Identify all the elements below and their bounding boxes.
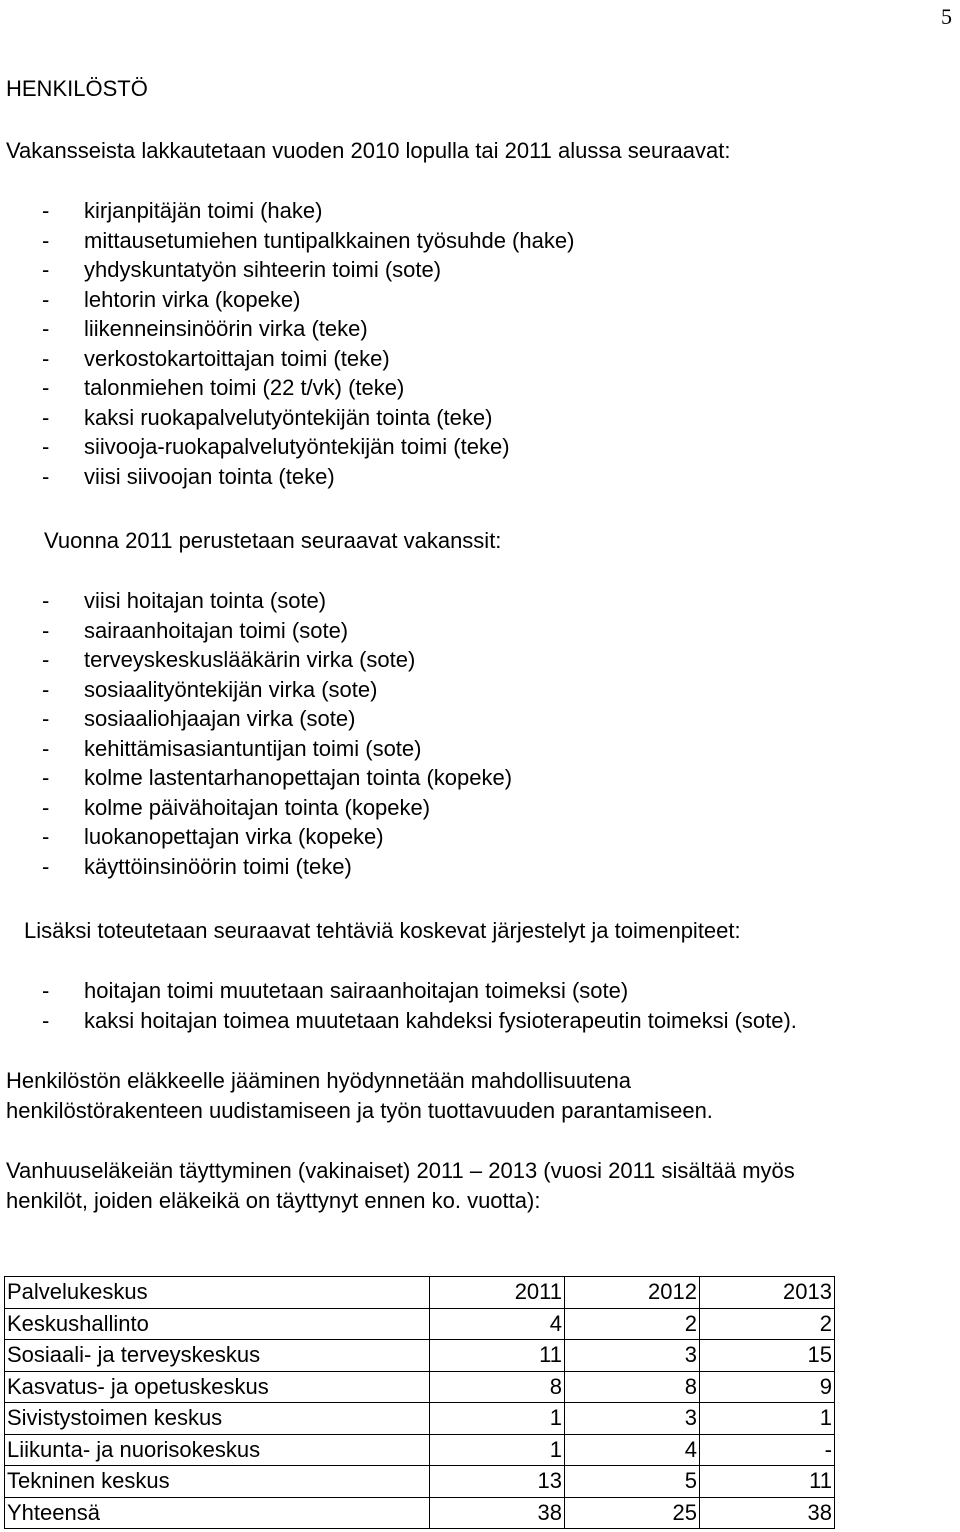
- list-dash: -: [42, 286, 50, 312]
- table-cell: 2: [565, 1308, 700, 1340]
- table-cell: -: [700, 1434, 835, 1466]
- table-header-cell: 2013: [700, 1277, 835, 1309]
- table-cell: 1: [430, 1403, 565, 1435]
- table-cell: 4: [430, 1308, 565, 1340]
- list-dash: -: [42, 978, 50, 1003]
- retirement-paragraph-line-1: Henkilöstön eläkkeelle jääminen hyödynnetään mahdollisuutena: [6, 1068, 631, 1093]
- table-row: [5, 1403, 835, 1435]
- list-dash: -: [42, 434, 50, 459]
- list-dash: -: [42, 227, 50, 253]
- intro-terminated: Vakansseista lakkautetaan vuoden 2010 lopulla tai 2011 alussa seuraavat:: [6, 138, 731, 163]
- table-cell: 13: [430, 1466, 565, 1498]
- list-dash: -: [42, 617, 50, 643]
- table-cell: 9: [700, 1371, 835, 1403]
- table-cell: Sivistystoimen keskus: [5, 1403, 430, 1435]
- table-header-cell: Palvelukeskus: [5, 1277, 430, 1309]
- list-dash: -: [42, 198, 50, 223]
- table-cell: 25: [565, 1497, 700, 1529]
- section-heading: HENKILÖSTÖ: [6, 76, 148, 101]
- list-dash: -: [42, 735, 50, 761]
- table-cell: 4: [565, 1434, 700, 1466]
- retirement-table: [4, 1276, 835, 1529]
- table-header-cell: 2012: [565, 1277, 700, 1309]
- list-dash: -: [42, 647, 50, 672]
- list-dash: -: [42, 765, 50, 790]
- table-cell: 3: [565, 1340, 700, 1372]
- table-row: [5, 1434, 835, 1466]
- page-number: 5: [941, 4, 952, 29]
- pension-paragraph-line-2: henkilöt, joiden eläkeikä on täyttynyt ennen ko. vuotta):: [6, 1188, 541, 1213]
- list-dash: -: [42, 588, 50, 613]
- list-dash: -: [42, 794, 50, 820]
- table-header-cell: 2011: [430, 1277, 565, 1309]
- table-cell: Sosiaali- ja terveyskeskus: [5, 1340, 430, 1372]
- table-row: [5, 1340, 835, 1372]
- pension-paragraph-line-1: Vanhuuseläkeiän täyttyminen (vakinaiset) 2011 – 2013 (vuosi 2011 sisältää myös: [6, 1158, 795, 1183]
- list-dash: -: [42, 1007, 50, 1033]
- table-cell: Tekninen keskus: [5, 1466, 430, 1498]
- table-row: [5, 1371, 835, 1403]
- table-cell: 11: [700, 1466, 835, 1498]
- list-dash: -: [42, 463, 50, 489]
- list-dash: -: [42, 404, 50, 430]
- list-dash: -: [42, 257, 50, 282]
- intro-arrangements: Lisäksi toteutetaan seuraavat tehtäviä koskevat järjestelyt ja toimenpiteet:: [24, 918, 741, 943]
- table-cell: Keskushallinto: [5, 1308, 430, 1340]
- list-dash: -: [42, 316, 50, 341]
- table-cell: 8: [565, 1371, 700, 1403]
- table-cell: 15: [700, 1340, 835, 1372]
- list-dash: -: [42, 345, 50, 371]
- list-dash: -: [42, 375, 50, 400]
- table-cell: 8: [430, 1371, 565, 1403]
- table-header-row: [5, 1277, 835, 1309]
- table-row: [5, 1308, 835, 1340]
- list-dash: -: [42, 824, 50, 849]
- retirement-paragraph-line-2: henkilöstörakenteen uudistamiseen ja työn tuottavuuden parantamiseen.: [6, 1098, 713, 1123]
- table-cell: 38: [700, 1497, 835, 1529]
- list-dash: -: [42, 853, 50, 879]
- table-cell: 5: [565, 1466, 700, 1498]
- intro-established: Vuonna 2011 perustetaan seuraavat vakanssit:: [44, 528, 502, 553]
- table-cell: Kasvatus- ja opetuskeskus: [5, 1371, 430, 1403]
- list-dash: -: [42, 676, 50, 702]
- table-cell: Yhteensä: [5, 1497, 430, 1529]
- table-cell: 1: [430, 1434, 565, 1466]
- table-cell: 3: [565, 1403, 700, 1435]
- table-cell: 11: [430, 1340, 565, 1372]
- table-total-row: [5, 1497, 835, 1529]
- table-row: [5, 1466, 835, 1498]
- table-cell: 38: [430, 1497, 565, 1529]
- table-cell: Liikunta- ja nuorisokeskus: [5, 1434, 430, 1466]
- table-cell: 2: [700, 1308, 835, 1340]
- table-cell: 1: [700, 1403, 835, 1435]
- list-dash: -: [42, 706, 50, 731]
